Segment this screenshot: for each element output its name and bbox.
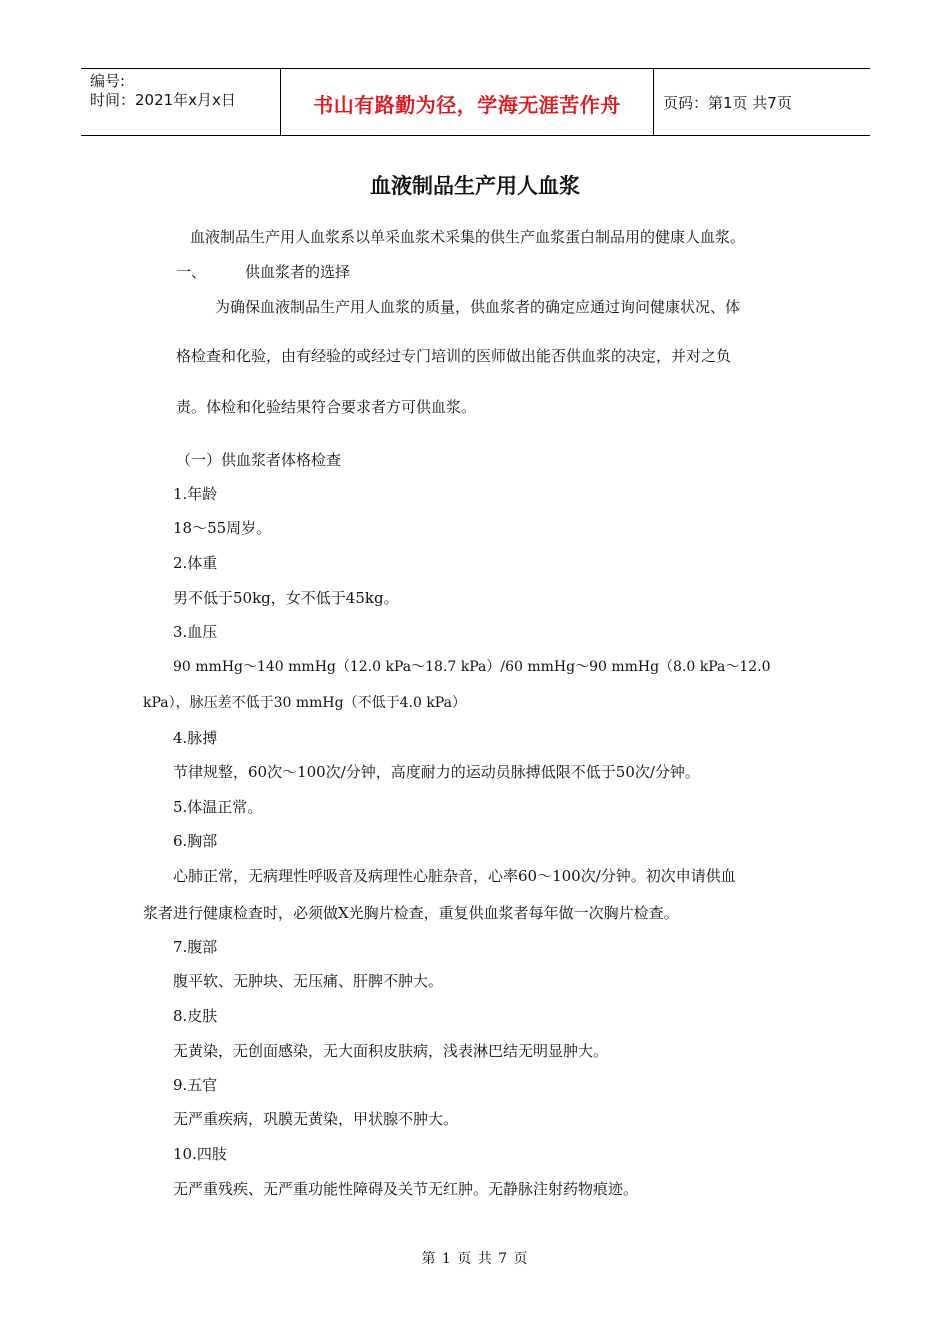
item-chest-value-line-2: 浆者进行健康检查时，必须做X光胸片检查，重复供血浆者每年做一次胸片检查。	[143, 904, 679, 922]
section-paragraph-line-1: 为确保血液制品生产用人血浆的质量，供血浆者的确定应通过询问健康状况、体	[215, 298, 741, 316]
intro-paragraph: 血液制品生产用人血浆系以单采血浆术采集的供生产血浆蛋白制品用的健康人血浆。	[190, 228, 746, 246]
subsection-heading: （一）供血浆者体格检查	[176, 451, 342, 469]
item-bp-value-line-2: kPa），脉压差不低于30 mmHg（不低于4.0 kPa）	[143, 695, 466, 711]
item-abdomen-value: 腹平软、无肿块、无压痛、肝脾不肿大。	[173, 972, 444, 990]
item-limbs-value: 无严重残疾、无严重功能性障碍及关节无红肿。无静脉注射药物痕迹。	[173, 1180, 639, 1198]
document-title: 血液制品生产用人血浆	[370, 174, 580, 198]
header-motto-cell	[281, 69, 654, 135]
item-pulse-value: 节律规整，60次～100次/分钟，高度耐力的运动员脉搏低限不低于50次/分钟。	[173, 763, 700, 781]
section-heading: 供血浆者的选择	[245, 263, 351, 281]
item-senses-label: 9.五官	[173, 1076, 218, 1094]
section-paragraph-line-3: 责。体检和化验结果符合要求者方可供血浆。	[176, 398, 477, 416]
item-skin-value: 无黄染，无创面感染，无大面积皮肤病，浅表淋巴结无明显肿大。	[173, 1042, 609, 1060]
item-limbs-label: 10.四肢	[173, 1145, 227, 1163]
item-chest-label: 6.胸部	[173, 832, 218, 850]
header-meta-cell	[81, 69, 281, 135]
motto-text: 书山有路勤为径，学海无涯苦作舟	[313, 92, 621, 117]
page-footer: 第 1 页 共 7 页	[421, 1251, 529, 1267]
section-number: 一、	[176, 263, 207, 281]
item-pulse-label: 4.脉搏	[173, 729, 218, 747]
item-weight-label: 2.体重	[173, 554, 218, 572]
item-senses-value: 无严重疾病，巩膜无黄染，甲状腺不肿大。	[173, 1110, 459, 1128]
item-age-label: 1.年龄	[173, 485, 218, 503]
item-skin-label: 8.皮肤	[173, 1007, 218, 1025]
page-code-label: 页码：第1页 共7页	[663, 93, 792, 112]
item-bp-label: 3.血压	[173, 623, 218, 641]
item-temp-label: 5.体温正常。	[173, 798, 263, 816]
item-weight-value: 男不低于50kg，女不低于45kg。	[173, 589, 399, 607]
document-header	[81, 68, 870, 136]
item-abdomen-label: 7.腹部	[173, 938, 218, 956]
header-page-cell	[654, 69, 870, 135]
item-age-value: 18～55周岁。	[173, 519, 272, 537]
date-label: 时间：2021年x月x日	[90, 91, 236, 109]
serial-number-label: 编号:	[90, 72, 126, 90]
item-chest-value-line-1: 心肺正常，无病理性呼吸音及病理性心脏杂音，心率60～100次/分钟。初次申请供血	[173, 867, 736, 885]
item-bp-value-line-1: 90 mmHg～140 mmHg（12.0 kPa～18.7 kPa）/60 mmHg～90 mmHg（8.0 kPa～12.0	[173, 659, 771, 675]
section-paragraph-line-2: 格检查和化验，由有经验的或经过专门培训的医师做出能否供血浆的决定，并对之负	[176, 347, 732, 365]
